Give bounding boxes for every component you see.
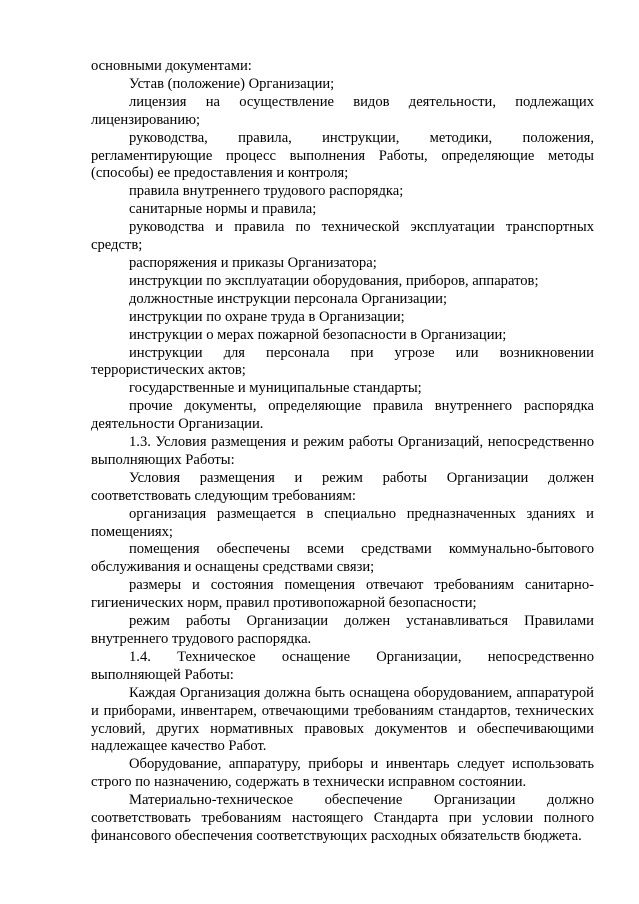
list-item-job-descriptions: должностные инструкции персонала Организации; [129, 290, 448, 307]
list-item-fire-safety: инструкции о мерах пожарной безопасности в Организации; [129, 326, 507, 343]
list-item-license: лицензия на осуществление видов деятельности, подлежащих лицензированию; [91, 93, 594, 128]
paragraph-placement-requirements: Условия размещения и режим работы Организации должен соответствовать следующим требованиям: [91, 469, 594, 504]
list-item-organizer-orders: распоряжения и приказы Организатора; [129, 254, 377, 271]
list-item-room-sizes: размеры и состояния помещения отвечают требованиям санитарно-гигиенических норм, правил противопожарной безопасности; [91, 577, 594, 612]
list-item-labor-rules: правила внутреннего трудового распорядка; [129, 183, 404, 200]
paragraph-equipment-usage: Оборудование, аппаратуру, приборы и инвентарь следует использовать строго по назначению, содержать в технически исправном состоянии. [91, 756, 594, 791]
list-item-charter: Устав (положение) Организации; [129, 75, 335, 92]
list-item-work-schedule: режим работы Организации должен устанавливаться Правилами внутреннего трудового распорядка. [91, 613, 594, 647]
list-item-utilities: помещения обеспечены всеми средствами коммунально-бытового обслуживания и оснащены средствами связи; [91, 541, 594, 576]
list-item-vehicle-operation: руководства и правила по технической эксплуатации транспортных средств; [91, 219, 594, 254]
paragraph-material-support: Материально-техническое обеспечение Организации должно соответствовать требованиям настоящего Стандарта при условии полного финансового обеспечения соответствующих расходных обязательств бюджета. [91, 792, 594, 844]
list-item-standards: государственные и муниципальные стандарты; [129, 380, 422, 397]
list-item-guidelines: руководства, правила, инструкции, методики, положения, регламентирующие процесс выполнения Работы, определяющие методы (способы) ее предоставления и контроля; [91, 129, 594, 182]
paragraph-main-documents-intro: основными документами: [91, 58, 252, 74]
list-item-special-buildings: организация размещается в специально предназначенных зданиях и помещениях; [91, 505, 594, 540]
list-item-labor-safety: инструкции по охране труда в Организации; [129, 308, 405, 325]
list-item-terrorism-instructions: инструкции для персонала при угрозе или возникновении террористических актов; [91, 344, 594, 379]
section-heading-1-3: 1.3. Условия размещения и режим работы Организаций, непосредственно выполняющих Работы: [91, 434, 594, 468]
list-item-equipment-instructions: инструкции по эксплуатации оборудования, приборов, аппаратов; [129, 272, 539, 289]
paragraph-equipment-requirements: Каждая Организация должна быть оснащена оборудованием, аппаратурой и приборами, инвентарем, отвечающими требованиям стандартов, технических условий, других нормативных правовых документов и обеспечивающими надлежащее качество Работ. [91, 684, 594, 755]
document-body [91, 58, 594, 846]
list-item-other-documents: прочие документы, определяющие правила внутреннего распорядка деятельности Организации. [91, 398, 594, 433]
section-heading-1-4: 1.4. Техническое оснащение Организации, непосредственно выполняющей Работы: [91, 648, 594, 683]
list-item-sanitary-norms: санитарные нормы и правила; [129, 201, 317, 218]
